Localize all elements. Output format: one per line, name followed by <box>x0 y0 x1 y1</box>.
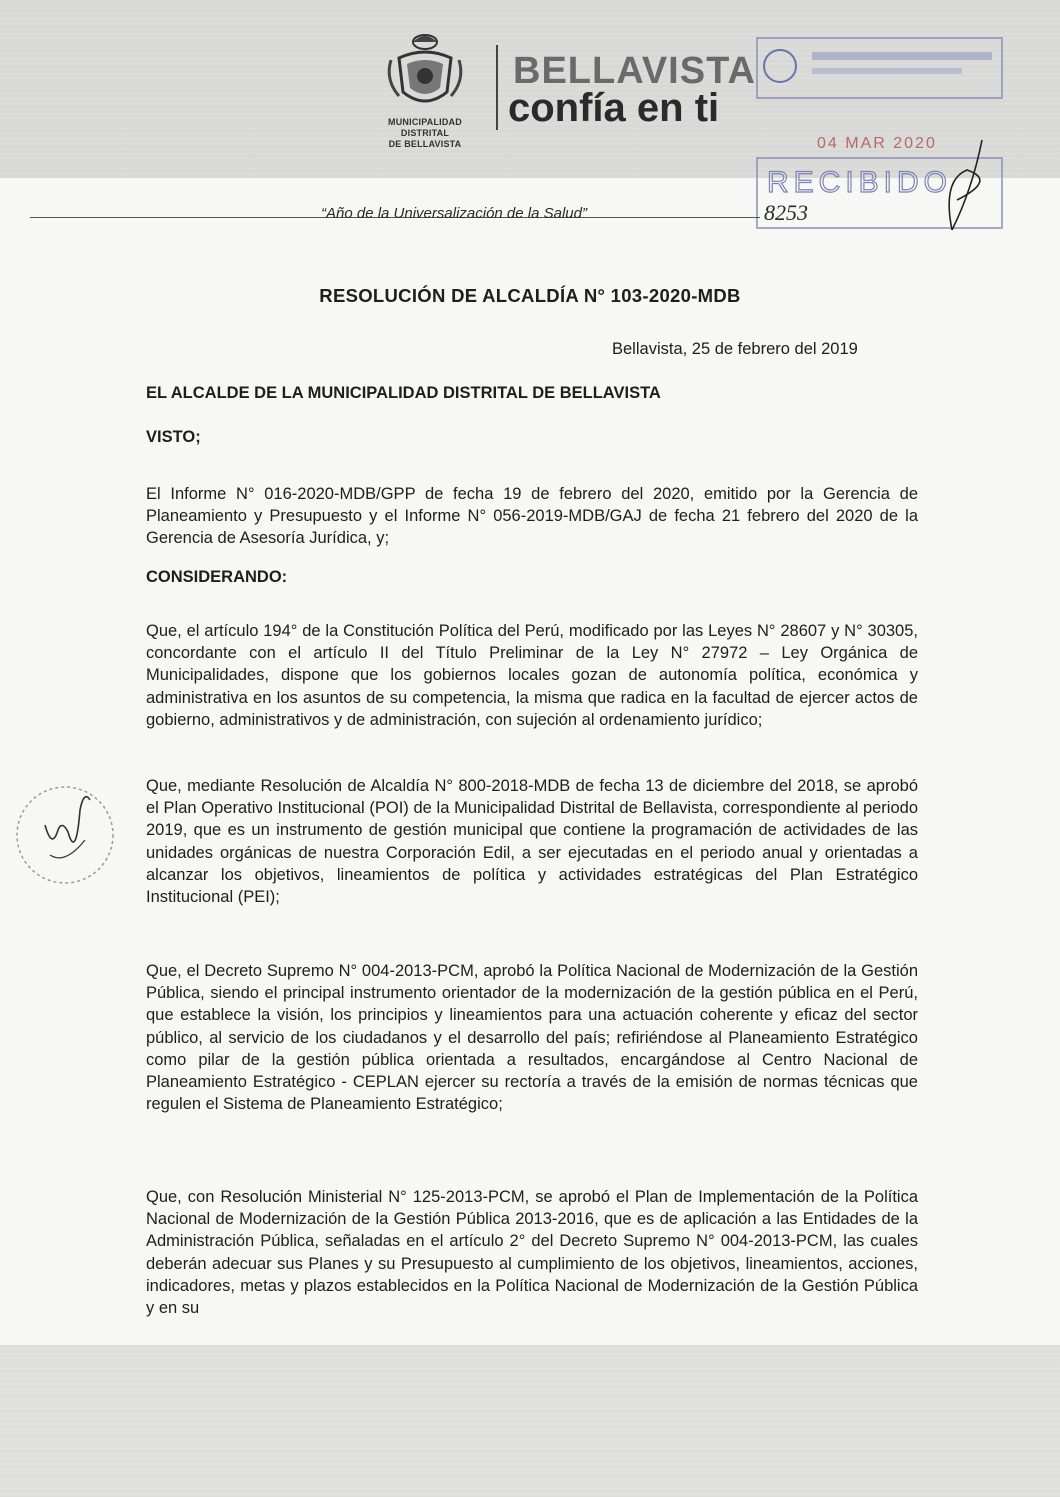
visto-paragraph: El Informe N° 016-2020-MDB/GPP de fecha 19 de febrero del 2020, emitido por la Gerencia de Planeamiento y Presupuesto y el Informe N° 056-2019-MDB/GAJ de fecha 21 febrero del 2020 de la Gerencia de Asesoría Jurídica, y; <box>146 485 918 548</box>
header-divider <box>496 45 498 130</box>
stamp-number: 8253 <box>764 200 808 225</box>
municipal-logo <box>365 30 485 149</box>
brand-name: BELLAVISTA <box>513 50 756 92</box>
paragraph-2: Que, mediante Resolución de Alcaldía N° 800-2018-MDB de fecha 13 de diciembre del 2018, se aprobó el Plan Operativo Institucional (POI) de la Municipalidad Distrital de Bellavista, correspondiente al periodo 2019, que es un instrumento de gestión municipal que contiene la programación de actividades de las unidades orgánicas de nuestra Corporación Edil, a ser ejecutadas en el periodo anual y orientadas a alcanzar los objetivos, lineamientos de política y actividades estratégicas del Plan Estratégico Institucional (PEI); <box>146 777 918 907</box>
paragraph-3: Que, el Decreto Supremo N° 004-2013-PCM, aprobó la Política Nacional de Modernización de la Gestión Pública, siendo el principal instrumento orientador de la modernización de la gestión pública en el Perú, que establece la visión, los principios y lineamientos para una actuación coherente y eficaz del sector público, al servicio de los ciudadanos y el desarrollo del país; refiriéndose al Planeamiento Estratégico como pilar de la gestión pública orientada a resultados, encargándose al Centro Nacional de Planeamiento Estratégico - CEPLAN ejercer su rectoría a través de la emisión de normas técnicas que regulen el Sistema de Planeamiento Estratégico; <box>146 962 918 1114</box>
visto-heading: VISTO; <box>146 428 201 446</box>
date-line: Bellavista, 25 de febrero del 2019 <box>612 340 858 358</box>
resolution-title: RESOLUCIÓN DE ALCALDÍA N° 103-2020-MDB <box>319 285 741 306</box>
scan-noise-bottom <box>0 1345 1060 1497</box>
paragraph-1: Que, el artículo 194° de la Constitución Política del Perú, modificado por las Leyes N° 28607 y N° 30305, concordante con el artículo II del Título Preliminar de la Ley N° 27972 – Ley Orgánica de Municipalidades, dispone que los gobiernos locales gozan de autonomía política, económica y administrativa en los asuntos de su competencia, la misma que radica en la facultad de ejercer actos de gobierno, administrativos y de administración, con sujeción al ordenamiento jurídico; <box>146 622 918 729</box>
paragraph-4: Que, con Resolución Ministerial N° 125-2013-PCM, se aprobó el Plan de Implementación de la Política Nacional de Modernización de la Gestión Pública 2013-2016, que es de aplicación a las Entidades de la Administración Pública, señaladas en el artículo 2° del Decreto Supremo N° 004-2013-PCM, las cuales deberán adecuar sus Planes y su Presupuesto al cumplimiento de los objetivos, lineamientos, acciones, indicadores, metas y plazos establecidos en la Política Nacional de Modernización de la Gestión Pública y en su <box>146 1188 918 1318</box>
initials-stamp <box>10 770 120 910</box>
brand-slogan: confía en ti <box>508 86 720 130</box>
year-motto: “Año de la Universalización de la Salud” <box>321 205 587 222</box>
received-stamp <box>752 30 1007 230</box>
considerando-heading: CONSIDERANDO: <box>146 568 288 586</box>
authority-heading: EL ALCALDE DE LA MUNICIPALIDAD DISTRITAL DE BELLAVISTA <box>146 384 661 402</box>
stamp-word: RECIBIDO <box>767 166 953 199</box>
coat-of-arms-icon <box>385 30 465 112</box>
municipality-name-line2: DE BELLAVISTA <box>388 139 462 149</box>
municipality-name-line1: MUNICIPALIDAD DISTRITAL <box>388 117 462 138</box>
stamp-date: 04 MAR 2020 <box>817 135 937 152</box>
